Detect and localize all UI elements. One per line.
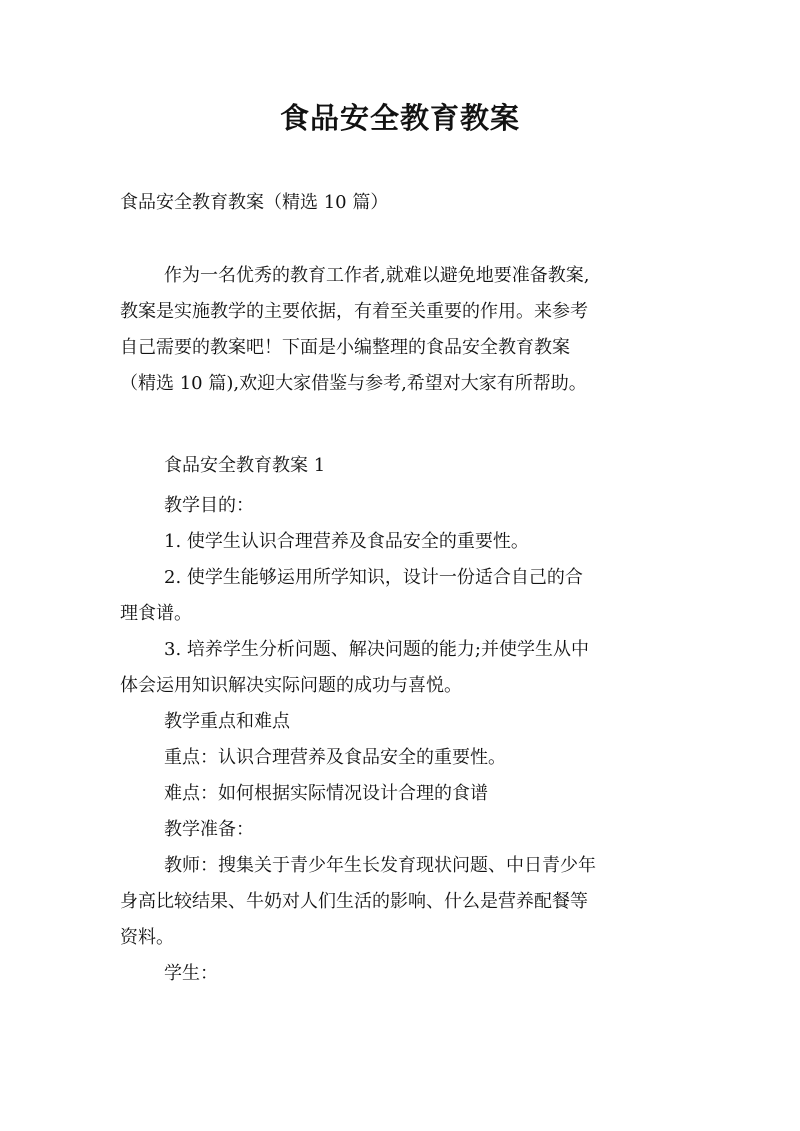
- intro-line: 作为一名优秀的教育工作者,就难以避免地要准备教案,: [164, 265, 590, 286]
- content-line: 教学重点和难点: [164, 711, 290, 732]
- content-line: 资料。: [120, 927, 174, 948]
- document-subtitle: 食品安全教育教案（精选 10 篇）: [120, 192, 389, 213]
- intro-paragraph: [120, 262, 686, 406]
- content-line: 教师：搜集关于青少年生长发育现状问题、中日青少年: [164, 855, 596, 876]
- content-line: 重点：认识合理营养及食品安全的重要性。: [164, 747, 506, 768]
- document-title: 食品安全教育教案: [279, 101, 520, 135]
- content-line: 体会运用知识解决实际问题的成功与喜悦。: [120, 675, 462, 696]
- content-line: 3. 培养学生分析问题、解决问题的能力;并使学生从中: [164, 639, 589, 660]
- content-line: 教学准备：: [164, 819, 254, 840]
- intro-line: 自己需要的教案吧！下面是小编整理的食品安全教育教案: [120, 337, 570, 358]
- lesson-content: [120, 452, 686, 996]
- content-line: 难点：如何根据实际情况设计合理的食谱: [164, 783, 488, 804]
- content-line: 教学目的：: [164, 495, 254, 516]
- content-line: 学生：: [164, 963, 218, 984]
- content-line: 理食谱。: [120, 603, 192, 624]
- content-line: 2. 使学生能够运用所学知识，设计一份适合自己的合: [164, 567, 583, 588]
- intro-line: （精选 10 篇),欢迎大家借鉴与参考,希望对大家有所帮助。: [120, 373, 587, 394]
- content-line: 身高比较结果、牛奶对人们生活的影响、什么是营养配餐等: [120, 891, 588, 912]
- section-heading: 食品安全教育教案 1: [164, 455, 326, 476]
- intro-line: 教案是实施教学的主要依据，有着至关重要的作用。来参考: [120, 301, 588, 322]
- content-line: 1. 使学生认识合理营养及食品安全的重要性。: [164, 531, 529, 552]
